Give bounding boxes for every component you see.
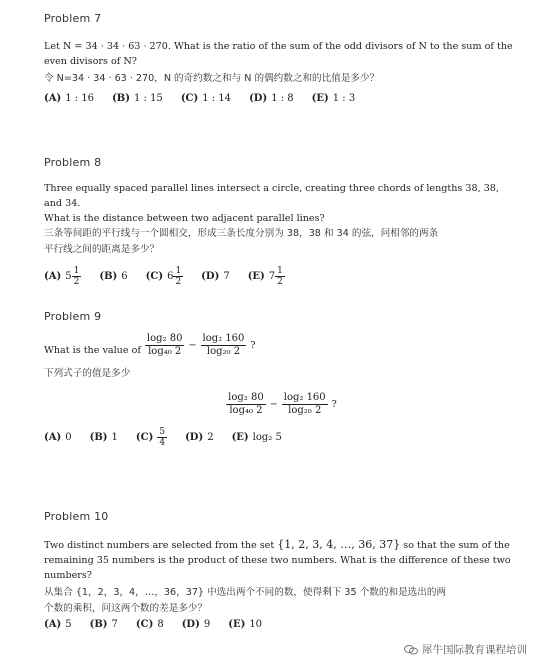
choice-a: (A) 1 : 16: [44, 93, 95, 104]
problem-text-en: [44, 333, 519, 358]
text-prefix: What is the value of: [44, 345, 141, 356]
problem-text-zh: 下列式子的值是多少: [44, 368, 131, 379]
fraction-1: $\frac{\text{log₂ 80}}{\text{log₄₀ 2}}$: [228, 392, 264, 416]
fraction-2: $\frac{\text{log₂ 160}}{\text{log₂₀ 2}}$: [202, 333, 245, 357]
problem-text-zh: [44, 585, 519, 617]
display-expression: [44, 392, 519, 417]
answer-choices: [44, 93, 519, 104]
choice-b: (B) 7: [89, 619, 118, 630]
choice-a: (A) 5 $\frac{1}{2}$: [44, 266, 80, 287]
problem-9: [44, 310, 519, 448]
fraction-1: $\frac{\text{log₂ 80}}{\text{log₄₀ 2}}$: [146, 333, 183, 357]
fraction-2: $\frac{\text{log₂ 160}}{\text{log₂₀ 2}}$: [283, 392, 326, 416]
text-line: Let N = 34 · 34 · 63 · 270. What is the ratio of the sum of the odd divisors of N to the sum of the: [44, 41, 513, 52]
problem-text-zh: 令 N=34 · 34 · 63 · 270，N 的奇约数之和与 N 的偶约数之和的比值是多少？: [44, 73, 380, 84]
question-mark: ?: [250, 340, 256, 351]
problem-title: Problem 10: [44, 510, 109, 523]
chat-bubbles-icon: [404, 645, 418, 655]
choice-c: (C) $\frac{5}{4}$: [135, 427, 166, 448]
answer-choices: [44, 619, 519, 630]
text-line: remaining 35 numbers is the product of these two numbers. What is the difference of these two: [44, 555, 511, 566]
number-set: {1, 2, 3, 4, …, 36, 37}: [277, 538, 401, 551]
choice-b: (B) 6: [99, 271, 128, 282]
text-line: even divisors of N?: [44, 56, 137, 67]
choice-d: (D) 1 : 8: [249, 93, 294, 104]
text-line: 从集合 {1，2，3，4，…，36，37} 中选出两个不同的数，使得剩下 35 个数的和是选出的两: [44, 587, 447, 598]
choice-d: (D) 9: [181, 619, 211, 630]
choice-e: (E) 1 : 3: [311, 93, 356, 104]
text-line: What is the distance between two adjacent parallel lines?: [44, 213, 325, 224]
problem-text-zh: [44, 226, 519, 258]
choice-a: (A) 5: [44, 619, 72, 630]
choice-c: (C) 1 : 14: [180, 93, 232, 104]
problem-text-en: [44, 537, 519, 583]
problem-title: Problem 8: [44, 156, 102, 169]
text-line: 个数的乘积，问这两个数的差是多少？: [44, 603, 208, 614]
problem-10: [44, 510, 519, 630]
text-line: 平行线之间的距离是多少？: [44, 244, 160, 255]
problem-title: Problem 7: [44, 12, 102, 25]
answer-choices: [44, 427, 519, 448]
text-line: Three equally spaced parallel lines intersect a circle, creating three chords of lengths 38, 38, and 34.: [44, 183, 499, 209]
question-mark: ?: [331, 399, 337, 410]
text-line: numbers?: [44, 570, 92, 581]
choice-d: (D) 7: [201, 271, 230, 282]
text-line: 三条等间距的平行线与一个圆相交，形成三条长度分别为 38，38 和 34 的弦，问相邻的两条: [44, 228, 439, 239]
minus-sign: −: [188, 340, 197, 351]
choice-c: (C) 8: [135, 619, 164, 630]
watermark-text: 犀牛国际教育课程培训: [422, 644, 527, 656]
choice-c: (C) 6 $\frac{1}{2}$: [145, 266, 182, 287]
choice-b: (B) 1 : 15: [112, 93, 163, 104]
choice-a: (A) 0: [44, 432, 72, 443]
choice-e: (E) log₂ 5: [231, 432, 282, 443]
problem-7: [44, 12, 519, 104]
choice-e: (E) 10: [228, 619, 263, 630]
answer-choices: [44, 266, 519, 287]
choice-e: (E) 7 $\frac{1}{2}$: [247, 266, 283, 287]
watermark: [404, 642, 527, 657]
minus-sign: −: [269, 399, 278, 410]
problem-8: [44, 156, 519, 287]
problem-title: Problem 9: [44, 310, 102, 323]
problem-text-en: [44, 39, 519, 69]
choice-d: (D) 2: [185, 432, 214, 443]
choice-b: (B) 1: [89, 432, 118, 443]
text-line: Two distinct numbers are selected from the set {1, 2, 3, 4, …, 36, 37} so that the sum of the: [44, 538, 510, 551]
problem-text-en: [44, 181, 519, 226]
